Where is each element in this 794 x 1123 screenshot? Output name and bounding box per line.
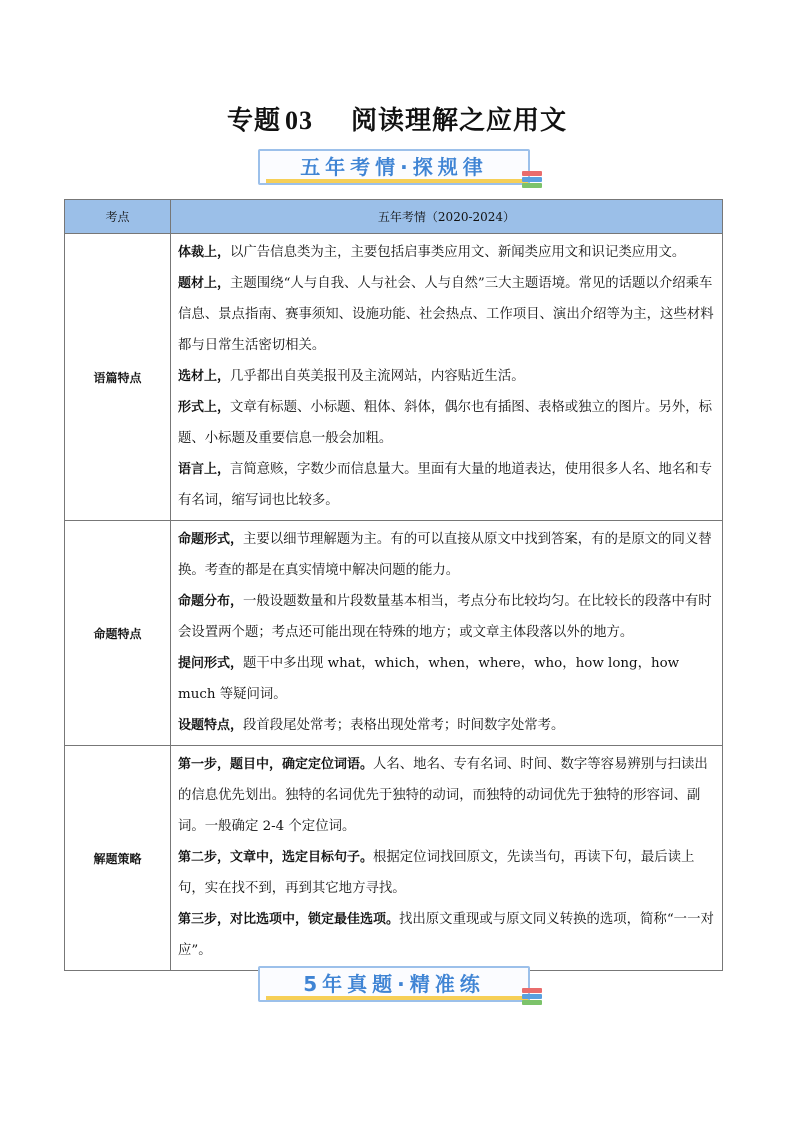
paragraph-heading: 选材上，: [178, 369, 231, 384]
paragraph-heading: 体裁上，: [178, 245, 231, 260]
paragraph-text: 一般设题数量和片段数量基本相当，考点分布比较均匀。在比较长的段落中有时会设置两个题；考点还可能出现在特殊的地方；或文章主体段落以外的地方。: [178, 594, 712, 640]
col-header-topic: 考点: [65, 200, 171, 234]
row-label: 命题特点: [65, 521, 171, 746]
paragraph-text: 主题围绕“人与自我、人与社会、人与自然”三大主题语境。常见的话题以介绍乘车信息、景点指南、赛事须知、设施功能、社会热点、工作项目、演出介绍等为主，这些材料都与日常生活密切相关。: [178, 276, 714, 353]
table-header-row: [65, 200, 723, 234]
paragraph-text: 言简意赅，字数少而信息量大。里面有大量的地道表达，使用很多人名、地名和专有名词，缩写词也比较多。: [178, 462, 713, 508]
banner-underline: [266, 996, 528, 1000]
banner-label: 五年考情·探规律: [300, 155, 488, 179]
paragraph-heading: 题材上，: [178, 276, 231, 291]
paragraph-heading: 设题特点，: [178, 718, 244, 733]
paragraph-text: 以广告信息类为主，主要包括启事类应用文、新闻类应用文和识记类应用文。: [230, 245, 686, 260]
paragraph-text: 几乎都出自英美报刊及主流网站，内容贴近生活。: [230, 369, 525, 384]
content-paragraph: [178, 237, 716, 268]
banner-underline: [266, 179, 528, 183]
title-main: 阅读理解之应用文: [351, 106, 568, 136]
paragraph-text: 段首段尾处常考；表格出现处常考；时间数字处常考。: [243, 718, 565, 733]
table-row: [65, 746, 723, 971]
paragraph-heading: 提问形式，: [178, 656, 244, 671]
content-paragraph: [178, 268, 716, 361]
col-header-trends: 五年考情（2020-2024）: [171, 200, 723, 234]
title-number: 03: [285, 106, 313, 135]
table-row: [65, 521, 723, 746]
paragraph-text: 根据定位词找回原文，先读当句，再读下句，最后读上句，实在找不到，再到其它地方寻找。: [178, 850, 695, 896]
content-paragraph: [178, 524, 716, 586]
table-row: [65, 234, 723, 521]
paragraph-heading: 第三步，对比选项中，锁定最佳选项。: [178, 912, 400, 927]
paragraph-heading: 命题形式，: [178, 532, 244, 547]
content-paragraph: [178, 361, 716, 392]
page-title: [0, 100, 794, 137]
content-paragraph: [178, 904, 716, 966]
content-paragraph: [178, 710, 716, 741]
row-content: [171, 746, 723, 971]
content-paragraph: [178, 586, 716, 648]
content-paragraph: [178, 392, 716, 454]
paragraph-heading: 第一步，题目中，确定定位词语。: [178, 757, 374, 772]
banner-exam-trends: [258, 149, 530, 185]
row-label: 解题策略: [65, 746, 171, 971]
row-content: [171, 234, 723, 521]
row-content: [171, 521, 723, 746]
banner-label: 5年真题·精准练: [303, 972, 485, 996]
paragraph-text: 题干中多出现 what，which，when，where，who，how long，how much 等疑问词。: [178, 656, 680, 702]
content-paragraph: [178, 648, 716, 710]
content-paragraph: [178, 749, 716, 842]
paragraph-heading: 命题分布，: [178, 594, 244, 609]
paragraph-text: 文章有标题、小标题、粗体、斜体，偶尔也有插图、表格或独立的图片。另外，标题、小标题及重要信息一般会加粗。: [178, 400, 713, 446]
exam-analysis-table: [64, 199, 723, 971]
paragraph-heading: 形式上，: [178, 400, 231, 415]
paragraph-text: 主要以细节理解题为主。有的可以直接从原文中找到答案，有的是原文的同义替换。考查的都是在真实情境中解决问题的能力。: [178, 532, 712, 578]
row-label: 语篇特点: [65, 234, 171, 521]
paragraph-text: 找出原文重现或与原文同义转换的选项，简称“一一对应”。: [178, 912, 714, 958]
paragraph-text: 人名、地名、专有名词、时间、数字等容易辨别与扫读出的信息优先划出。独特的名词优先于独特的动词，而独特的动词优先于独特的形容词、副词。一般确定 2-4 个定位词。: [178, 757, 708, 834]
banner-practice: [258, 966, 530, 1002]
books-icon: [522, 171, 542, 189]
title-prefix: 专题: [226, 106, 281, 136]
content-paragraph: [178, 454, 716, 516]
paragraph-heading: 语言上，: [178, 462, 231, 477]
content-paragraph: [178, 842, 716, 904]
books-icon: [522, 988, 542, 1006]
paragraph-heading: 第二步，文章中，选定目标句子。: [178, 850, 374, 865]
